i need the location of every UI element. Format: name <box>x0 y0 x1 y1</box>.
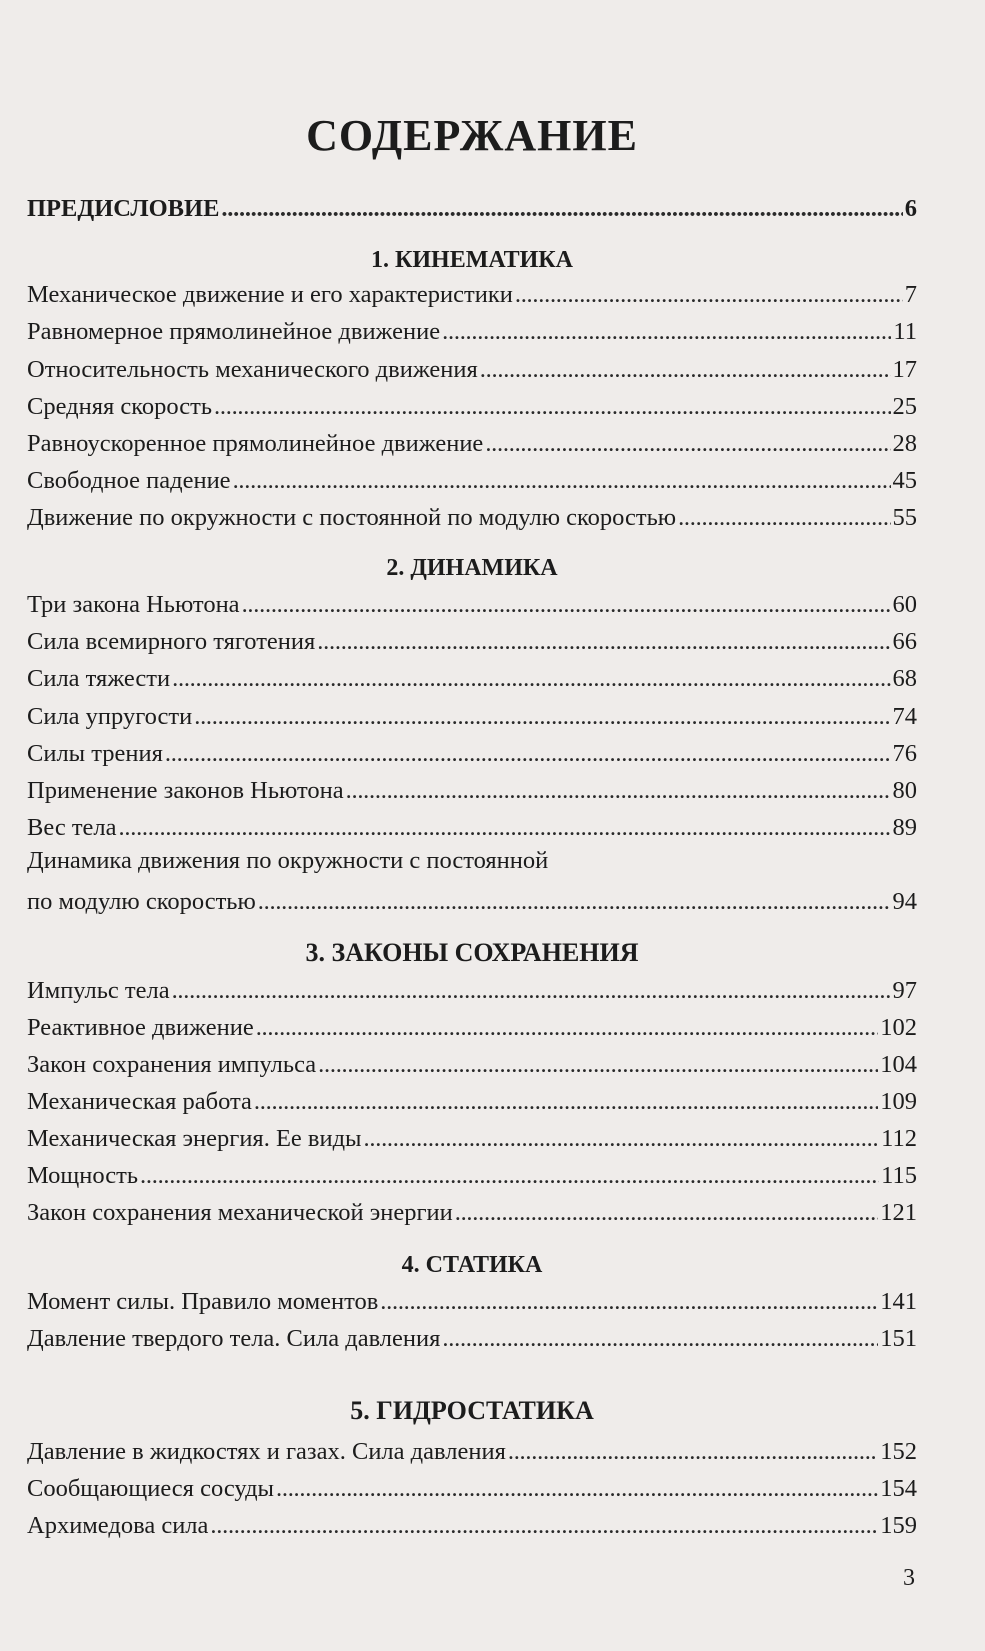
leader-dots <box>258 887 891 917</box>
toc-entry-page: 68 <box>892 665 917 692</box>
leader-dots <box>194 702 890 732</box>
toc-entry-page: 76 <box>892 740 917 767</box>
section-heading-statics: 4. СТАТИКА <box>401 1252 543 1278</box>
leader-dots <box>119 813 891 843</box>
leader-dots <box>214 392 890 422</box>
toc-entry[interactable] <box>27 1507 917 1541</box>
toc-entry[interactable] <box>27 1320 917 1354</box>
toc-entry[interactable] <box>27 351 917 385</box>
toc-entry-page: 159 <box>880 1512 917 1539</box>
toc-entry-page: 151 <box>880 1325 917 1352</box>
toc-entry-label: Средняя скорость <box>27 393 213 420</box>
toc-entry[interactable] <box>27 462 917 496</box>
toc-entry-page: 17 <box>892 356 917 383</box>
toc-entry-line1[interactable] <box>27 846 917 880</box>
toc-entry-label: Сообщающиеся сосуды <box>27 1475 274 1502</box>
toc-entry[interactable] <box>27 388 917 422</box>
toc-entry-page: 74 <box>892 703 917 730</box>
toc-entry-preface[interactable] <box>27 190 917 224</box>
toc-entry[interactable] <box>27 809 917 843</box>
leader-dots <box>317 627 890 657</box>
toc-entry-label: Импульс тела <box>27 977 170 1004</box>
toc-entry-page: 115 <box>881 1162 917 1189</box>
toc-entry-label: Сила тяжести <box>27 665 171 692</box>
toc-entry-page: 154 <box>880 1475 917 1502</box>
leader-dots <box>480 355 891 385</box>
leader-dots <box>233 466 891 496</box>
toc-entry-page: 7 <box>904 281 917 308</box>
toc-entry-page: 121 <box>880 1199 917 1226</box>
toc-entry-page: 97 <box>892 977 917 1004</box>
toc-entry[interactable] <box>27 313 917 347</box>
toc-entry-label: Динамика движения по окружности с постоянной <box>27 847 549 874</box>
toc-entry-label: Сила упругости <box>27 703 193 730</box>
page-number: 3 <box>903 1565 915 1591</box>
leader-dots <box>318 1050 878 1080</box>
toc-entry[interactable] <box>27 1283 917 1317</box>
leader-dots <box>165 739 891 769</box>
page-title: СОДЕРЖАНИЕ <box>306 111 638 160</box>
section-heading-kinematics: 1. КИНЕМАТИКА <box>370 247 574 273</box>
toc-entry-page: 109 <box>880 1088 917 1115</box>
leader-dots <box>678 503 890 533</box>
toc-entry-label: Применение законов Ньютона <box>27 777 344 804</box>
toc-entry-page: 94 <box>892 888 917 915</box>
section-heading-hydrostatics: 5. ГИДРОСТАТИКА <box>350 1396 594 1425</box>
toc-entry-page: 66 <box>892 628 917 655</box>
toc-entry[interactable] <box>27 883 917 917</box>
toc-entry[interactable] <box>27 276 917 310</box>
toc-entry-label: Равномерное прямолинейное движение <box>27 318 441 345</box>
toc-entry-page: 55 <box>892 504 917 531</box>
leader-dots <box>210 1511 878 1541</box>
toc-entry-label: Механическая энергия. Ее виды <box>27 1125 362 1152</box>
section-heading-dynamics: 2. ДИНАМИКА <box>386 555 558 581</box>
toc-entry-label: Относительность механического движения <box>27 356 478 383</box>
leader-dots <box>515 280 903 310</box>
leader-dots <box>140 1161 879 1191</box>
toc-entry-page: 80 <box>892 777 917 804</box>
toc-entry[interactable] <box>27 1157 917 1191</box>
leader-dots <box>172 976 891 1006</box>
toc-entry-page: 104 <box>880 1051 917 1078</box>
leader-dots <box>485 429 890 459</box>
toc-entry-label: Движение по окружности с постоянной по модулю скоростью <box>27 504 677 531</box>
leader-dots <box>380 1287 878 1317</box>
toc-entry-page: 60 <box>892 591 917 618</box>
toc-entry[interactable] <box>27 1083 917 1117</box>
leader-dots <box>256 1013 879 1043</box>
toc-entry-label: Архимедова сила <box>27 1512 209 1539</box>
toc-entry-page: 112 <box>881 1125 917 1152</box>
toc-entry-label: Силы трения <box>27 740 163 767</box>
toc-entry[interactable] <box>27 586 917 620</box>
toc-entry[interactable] <box>27 772 917 806</box>
toc-entry-page: 102 <box>880 1014 917 1041</box>
toc-entry[interactable] <box>27 425 917 459</box>
leader-dots <box>508 1437 878 1467</box>
toc-entry-page: 25 <box>892 393 917 420</box>
toc-entry-page: 89 <box>892 814 917 841</box>
leader-dots <box>346 776 891 806</box>
toc-entry-label: Равноускоренное прямолинейное движение <box>27 430 484 457</box>
toc-entry-label: Закон сохранения механической энергии <box>27 1199 453 1226</box>
toc-entry[interactable] <box>27 735 917 769</box>
toc-page <box>27 0 917 1651</box>
toc-entry[interactable] <box>27 660 917 694</box>
toc-entry-label: ПРЕДИСЛОВИЕ <box>27 195 220 222</box>
leader-dots <box>276 1474 878 1504</box>
toc-entry-label: Свободное падение <box>27 467 231 494</box>
toc-entry[interactable] <box>27 1046 917 1080</box>
toc-entry-page: 141 <box>880 1288 917 1315</box>
toc-entry[interactable] <box>27 1470 917 1504</box>
toc-entry[interactable] <box>27 1194 917 1228</box>
toc-entry[interactable] <box>27 499 917 533</box>
toc-entry-label: Мощность <box>27 1162 139 1189</box>
leader-dots <box>442 1324 878 1354</box>
toc-entry[interactable] <box>27 698 917 732</box>
toc-entry-label: по модулю скоростью <box>27 888 256 915</box>
toc-entry-label: Закон сохранения импульса <box>27 1051 317 1078</box>
leader-dots <box>364 1124 880 1154</box>
toc-entry[interactable] <box>27 972 917 1006</box>
toc-entry[interactable] <box>27 1433 917 1467</box>
leader-dots <box>221 194 902 224</box>
toc-entry-page: 28 <box>892 430 917 457</box>
toc-entry-label: Три закона Ньютона <box>27 591 240 618</box>
toc-entry-label: Реактивное движение <box>27 1014 254 1041</box>
leader-dots <box>172 664 890 694</box>
toc-entry-label: Давление твердого тела. Сила давления <box>27 1325 441 1352</box>
toc-entry[interactable] <box>27 1009 917 1043</box>
toc-entry-page: 11 <box>893 318 917 345</box>
leader-dots <box>455 1198 879 1228</box>
toc-entry-label: Механическая работа <box>27 1088 252 1115</box>
toc-entry-page: 152 <box>880 1438 917 1465</box>
section-heading-conservation: 3. ЗАКОНЫ СОХРАНЕНИЯ <box>305 938 639 967</box>
toc-entry[interactable] <box>27 623 917 657</box>
toc-entry-label: Механическое движение и его характеристики <box>27 281 513 308</box>
toc-entry-page: 6 <box>904 195 917 222</box>
toc-entry-label: Сила всемирного тяготения <box>27 628 316 655</box>
leader-dots <box>442 317 891 347</box>
leader-dots <box>254 1087 878 1117</box>
toc-entry[interactable] <box>27 1120 917 1154</box>
toc-entry-label: Давление в жидкостях и газах. Сила давления <box>27 1438 506 1465</box>
leader-dots <box>242 590 891 620</box>
toc-entry-label: Момент силы. Правило моментов <box>27 1288 379 1315</box>
toc-entry-label: Вес тела <box>27 814 117 841</box>
toc-entry-page: 45 <box>892 467 917 494</box>
